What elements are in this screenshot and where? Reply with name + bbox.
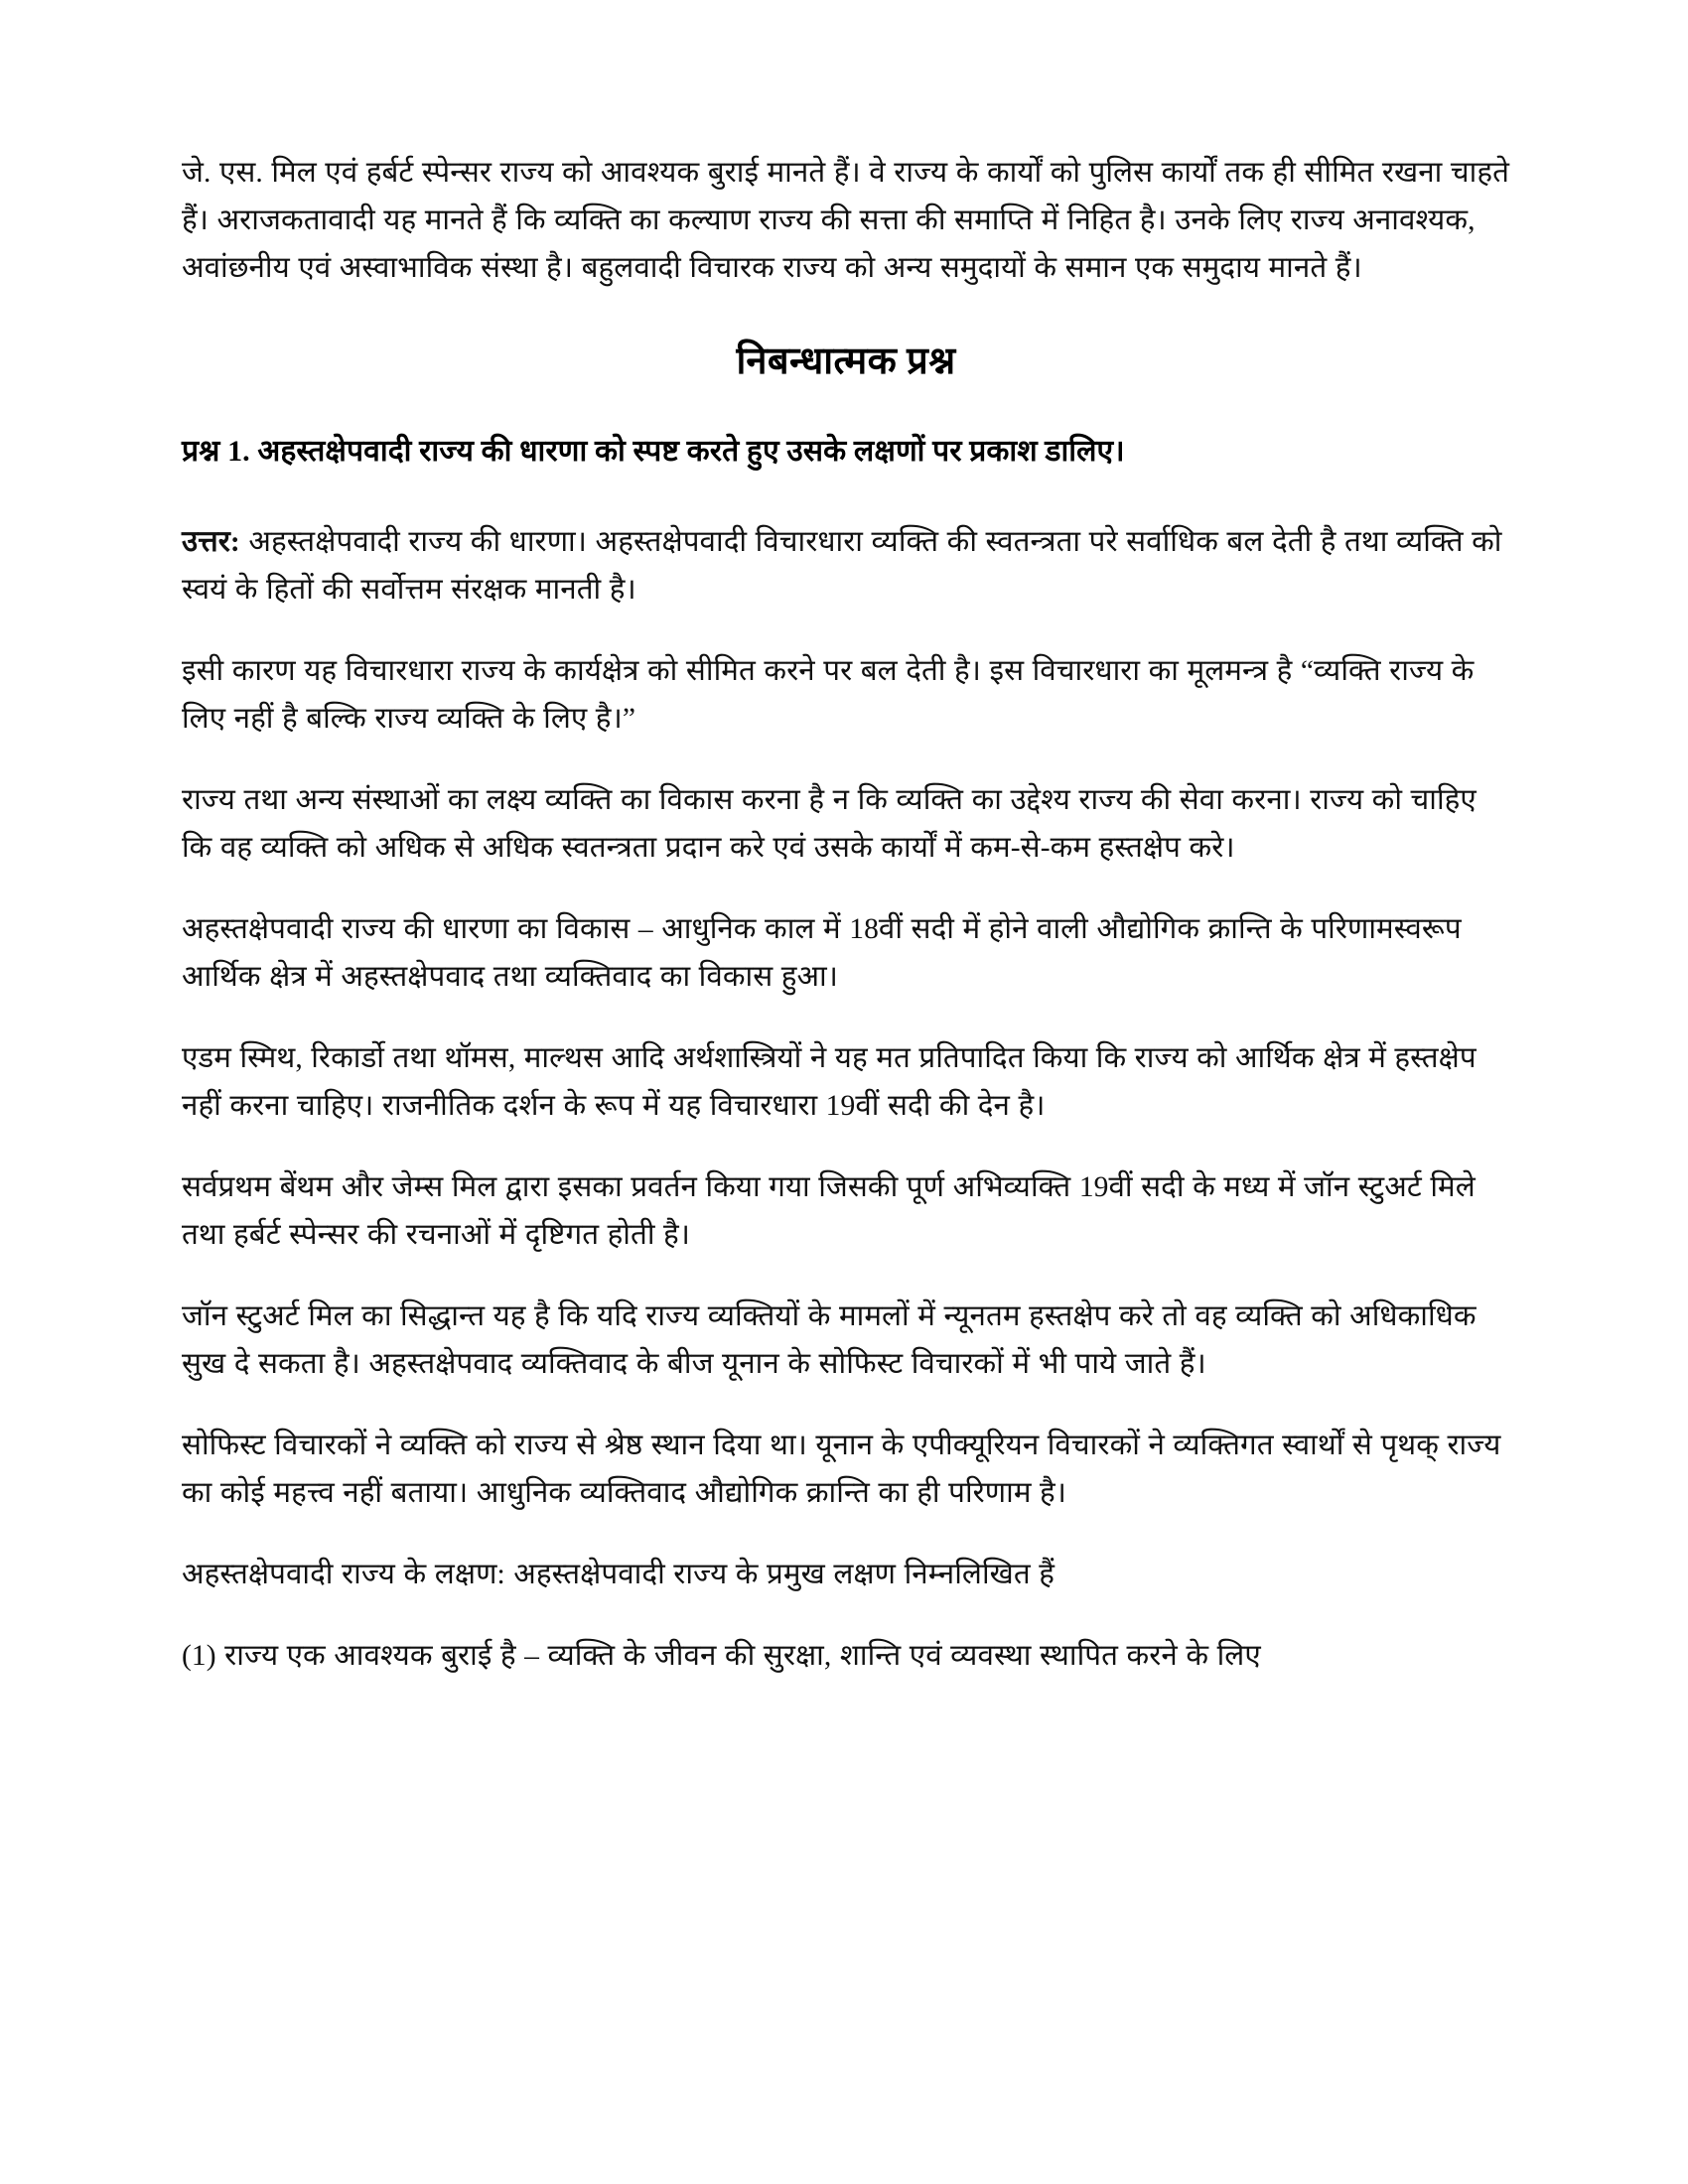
characteristics-intro-paragraph: अहस्तक्षेपवादी राज्य के लक्षण: अहस्तक्षेपवादी राज्य के प्रमुख लक्षण निम्नलिखित हैं <box>182 1559 1055 1590</box>
body-paragraph-7: सोफिस्ट विचारकों ने व्यक्ति को राज्य से श्रेष्ठ स्थान दिया था। यूनान के एपीक्यूरियन विचारकों ने व्यक्तिगत स्वार्थों से पृथक् राज्य का कोई महत्त्व नहीं बताया। आधुनिक व्यक्तिवाद औद्योगिक क्रान्ति का ही परिणाम है। <box>182 1430 1501 1509</box>
answer-text: अहस्तक्षेपवादी राज्य की धारणा। अहस्तक्षेपवादी विचारधारा व्यक्ति की स्वतन्त्रता परे सर्वाधिक बल देती है तथा व्यक्ति को स्वयं के हितों की सर्वोत्तम संरक्षक मानती है। <box>182 526 1502 606</box>
question-1-heading: प्रश्न 1. अहस्तक्षेपवादी राज्य की धारणा को स्पष्ट करते हुए उसके लक्षणों पर प्रकाश डालिए। <box>182 435 1125 468</box>
body-paragraph-2: राज्य तथा अन्य संस्थाओं का लक्ष्य व्यक्ति का विकास करना है न कि व्यक्ति का उद्देश्य राज्य की सेवा करना। राज्य को चाहिए कि वह व्यक्ति को अधिक से अधिक स्वतन्त्रता प्रदान करे एवं उसके कार्यों में कम-से-कम हस्तक्षेप करे। <box>182 784 1477 864</box>
body-paragraph-3: अहस्तक्षेपवादी राज्य की धारणा का विकास – आधुनिक काल में 18वीं सदी में होने वाली औद्योगिक क्रान्ति के परिणामस्वरूप आर्थिक क्षेत्र में अहस्तक्षेपवाद तथा व्यक्तिवाद का विकास हुआ। <box>182 913 1462 993</box>
intro-paragraph: जे. एस. मिल एवं हर्बर्ट स्पेन्सर राज्य को आवश्यक बुराई मानते हैं। वे राज्य के कार्यों को पुलिस कार्यों तक ही सीमित रखना चाहते हैं। अराजकतावादी यह मानते हैं कि व्यक्ति का कल्याण राज्य की सत्ता की समाप्ति में निहित है। उनके लिए राज्य अनावश्यक, अवांछनीय एवं अस्वाभाविक संस्था है। बहुलवादी विचारक राज्य को अन्य समुदायों के समान एक समुदाय मानते हैं। <box>182 157 1510 284</box>
answer-label: उत्तर: <box>182 526 240 558</box>
answer-paragraph <box>182 518 1510 614</box>
body-paragraph-4: एडम स्मिथ, रिकार्डो तथा थॉमस, माल्थस आदि अर्थशास्त्रियों ने यह मत प्रतिपादित किया कि राज्य को आर्थिक क्षेत्र में हस्तक्षेप नहीं करना चाहिए। राजनीतिक दर्शन के रूप में यह विचारधारा 19वीं सदी की देन है। <box>182 1042 1477 1122</box>
section-heading: निबन्धात्मक प्रश्न <box>736 341 956 382</box>
body-paragraph-6: जॉन स्टुअर्ट मिल का सिद्धान्त यह है कि यदि राज्य व्यक्तियों के मामलों में न्यूनतम हस्तक्षेप करे तो वह व्यक्ति को अधिकाधिक सुख दे सकता है। अहस्तक्षेपवाद व्यक्तिवाद के बीज यूनान के सोफिस्ट विचारकों में भी पाये जाते हैं। <box>182 1300 1477 1380</box>
characteristic-item-1: (1) राज्य एक आवश्यक बुराई है – व्यक्ति के जीवन की सुरक्षा, शान्ति एवं व्यवस्था स्थापित करने के लिए <box>182 1640 1261 1672</box>
body-paragraph-5: सर्वप्रथम बेंथम और जेम्स मिल द्वारा इसका प्रवर्तन किया गया जिसकी पूर्ण अभिव्यक्ति 19वीं सदी के मध्य में जॉन स्टुअर्ट मिले तथा हर्बर्ट स्पेन्सर की रचनाओं में दृष्टिगत होती है। <box>182 1171 1476 1251</box>
document-content <box>182 149 1510 1713</box>
body-paragraph-1: इसी कारण यह विचारधारा राज्य के कार्यक्षेत्र को सीमित करने पर बल देती है। इस विचारधारा का मूलमन्त्र है “व्यक्ति राज्य के लिए नहीं है बल्कि राज्य व्यक्ति के लिए है।” <box>182 655 1475 735</box>
